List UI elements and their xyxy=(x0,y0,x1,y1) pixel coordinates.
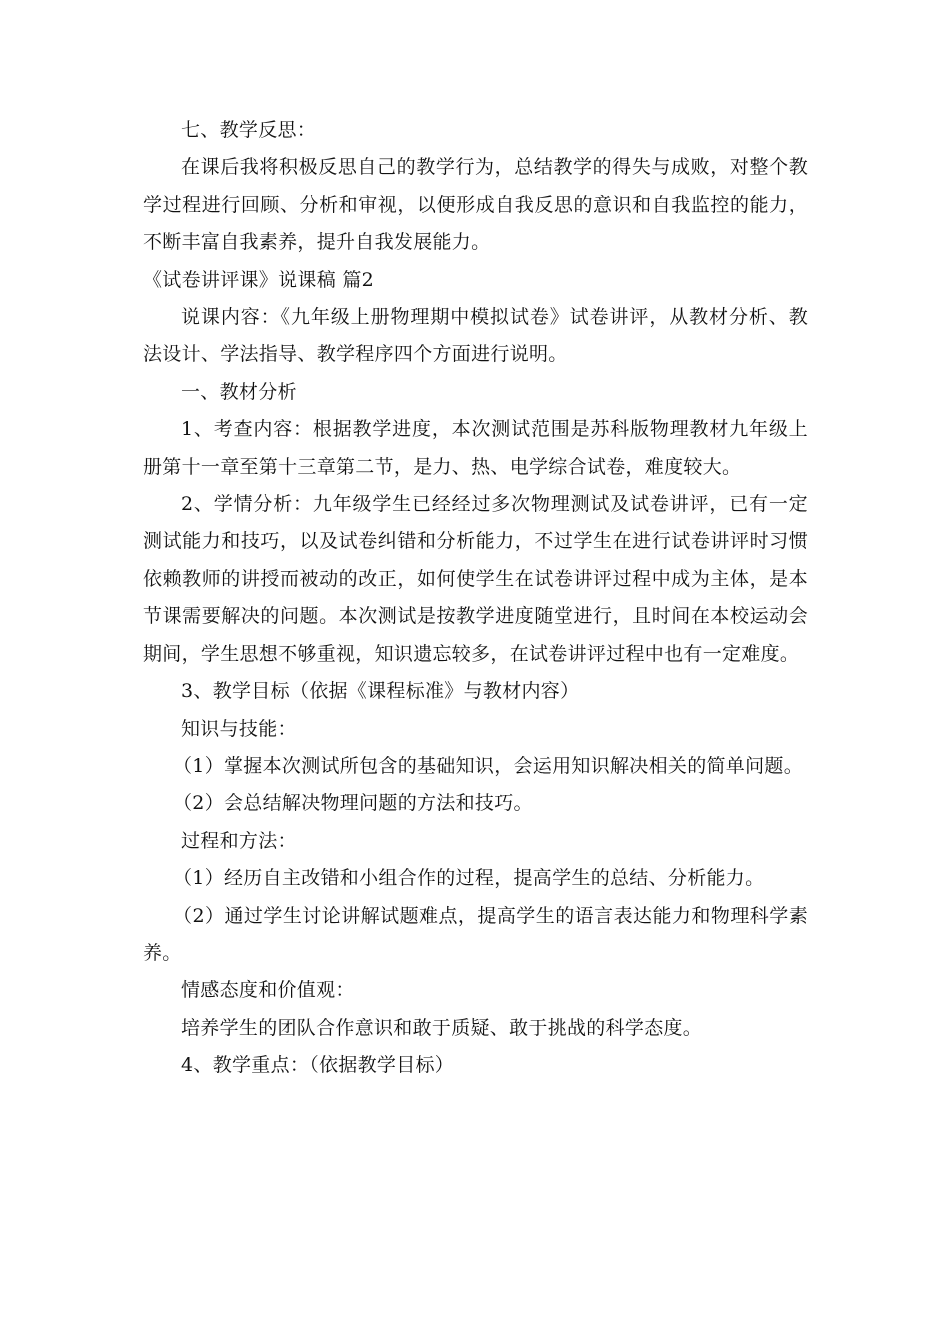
material-analysis-heading: 一、教材分析 xyxy=(181,380,297,403)
content-intro: 说课内容：《九年级上册物理期中模拟试卷》试卷讲评，从教材分析、教法设计、学法指导、教学程序四个方面进行说明。 xyxy=(143,306,808,366)
section-title: 《试卷讲评课》说课稿 篇2 xyxy=(143,268,375,291)
emotion-values-item-1: 培养学生的团队合作意识和敢于质疑、敢于挑战的科学态度。 xyxy=(181,1016,703,1039)
reflection-heading: 七、教学反思： xyxy=(181,119,317,141)
process-method-item-1: （1）经历自主改错和小组合作的过程，提高学生的总结、分析能力。 xyxy=(173,867,765,890)
process-method-item-2: （2）通过学生讨论讲解试题难点，提高学生的语言表达能力和物理科学素养。 xyxy=(143,904,808,964)
emotion-values-heading: 情感态度和价值观： xyxy=(181,979,355,1002)
reflection-body: 在课后我将积极反思自己的教学行为，总结教学的得失与成败，对整个教学过程进行回顾、分析和审视，以便形成自我反思的意识和自我监控的能力，不断丰富自我素养，提升自我发展能力。 xyxy=(143,156,808,254)
teaching-focus: 4、教学重点：（依据教学目标） xyxy=(181,1054,455,1077)
student-analysis: 2、学情分析：九年级学生已经经过多次物理测试及试卷讲评，已有一定测试能力和技巧，以及试卷纠错和分析能力，不过学生在进行试卷讲评时习惯依赖教师的讲授而被动的改正，如何使学生在试卷讲评过程中成为主体，是本节课需要解决的问题。本次测试是按教学进度随堂进行，且时间在本校运动会期间，学生思想不够重视，知识遗忘较多，在试卷讲评过程中也有一定难度。 xyxy=(143,493,808,665)
teaching-goals: 3、教学目标（依据《课程标准》与教材内容） xyxy=(181,680,580,703)
knowledge-skills-heading: 知识与技能： xyxy=(181,717,297,740)
process-method-heading: 过程和方法： xyxy=(181,829,297,852)
exam-content: 1、考查内容：根据教学进度，本次测试范围是苏科版物理教材九年级上册第十一章至第十三章第二节，是力、热、电学综合试卷，难度较大。 xyxy=(143,418,808,478)
document-page xyxy=(143,112,808,1085)
knowledge-skills-item-1: （1）掌握本次测试所包含的基础知识，会运用知识解决相关的简单问题。 xyxy=(173,754,803,777)
knowledge-skills-item-2: （2）会总结解决物理问题的方法和技巧。 xyxy=(173,792,533,815)
